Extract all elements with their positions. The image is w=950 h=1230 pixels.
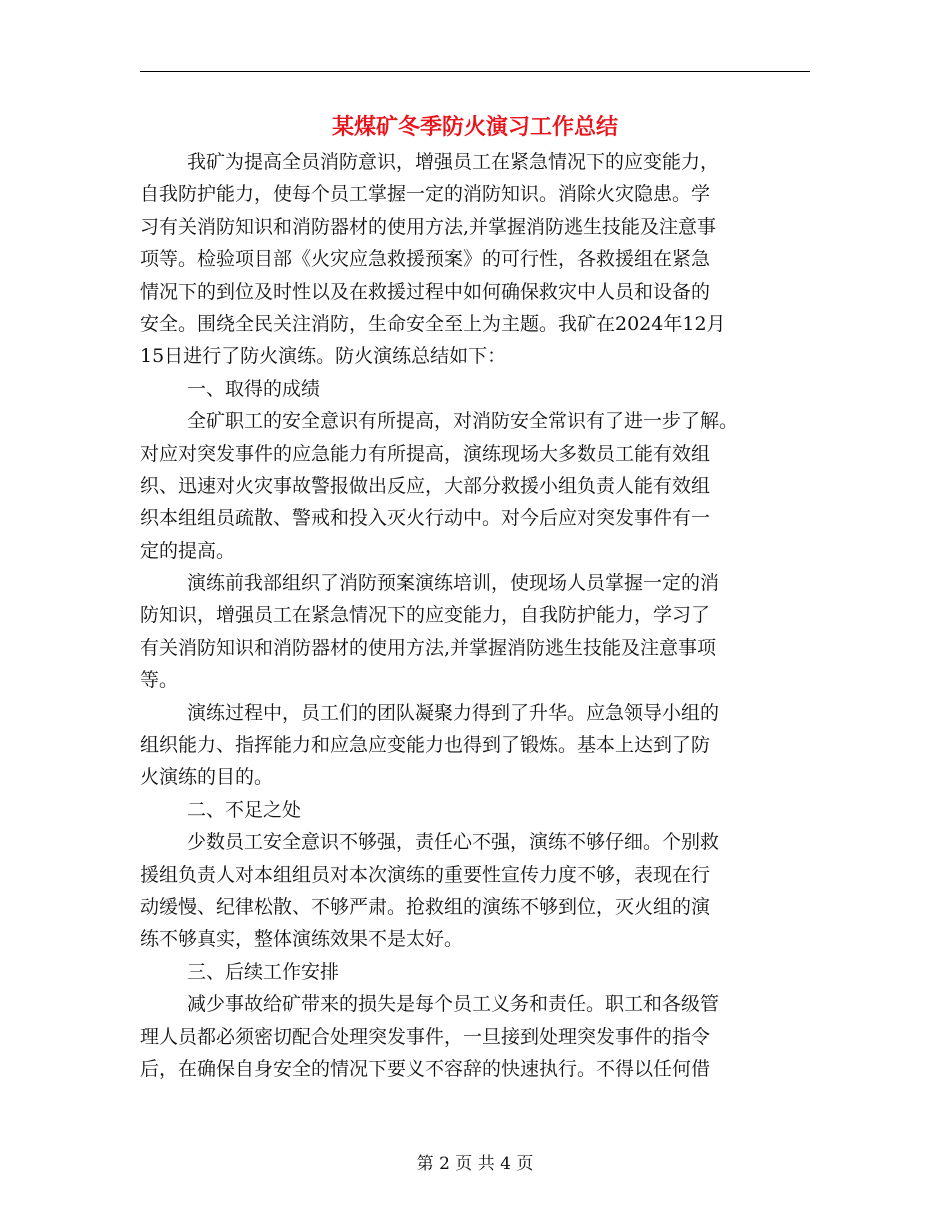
paragraph-intro [140,146,810,373]
text-line: 后，在确保自身安全的情况下要义不容辞的快速执行。不得以任何借 [140,1057,711,1080]
section-heading-follow-up [140,956,810,988]
section-heading-shortcomings [140,794,810,826]
text-line: 火演练的目的。 [140,766,274,789]
text-line: 演练过程中，员工们的团队凝聚力得到了升华。应急领导小组的 [187,701,720,724]
page-number: 第 2 页 共 4 页 [416,1154,534,1174]
text-line: 定的提高。 [140,539,236,562]
header-rule [140,71,810,72]
text-line: 自我防护能力，使每个员工掌握一定的消防知识。消除火灾隐患。学 [140,183,711,206]
paragraph-achievements-2 [140,567,810,697]
text-line: 安全。围绕全民关注消防，生命安全至上为主题。我矿在2024年12月 [140,312,726,335]
text-line: 全矿职工的安全意识有所提高，对消防安全常识有了进一步了解。 [187,410,739,433]
text-line: 织、迅速对火灾事故警报做出反应，大部分救援小组负责人能有效组 [140,474,711,497]
text-line: 练不够真实，整体演练效果不是太好。 [140,928,464,951]
paragraph-follow-up [140,988,810,1085]
section-heading: 三、后续工作安排 [187,960,340,983]
document-body [140,146,810,1085]
document-title: 某煤矿冬季防火演习工作总结 [331,114,618,140]
text-line: 习有关消防知识和消防器材的使用方法,并掌握消防逃生技能及注意事 [140,215,717,238]
text-line: 织本组组员疏散、警戒和投入灭火行动中。对今后应对突发事件有一 [140,507,711,530]
text-line: 理人员都必须密切配合处理突发事件，一旦接到处理突发事件的指令 [140,1025,711,1048]
section-heading: 一、取得的成绩 [187,377,321,400]
text-line: 援组负责人对本组组员对本次演练的重要性宣传力度不够，表现在行 [140,863,711,886]
section-heading: 二、不足之处 [187,798,302,821]
text-line: 对应对突发事件的应急能力有所提高，演练现场大多数员工能有效组 [140,442,711,465]
text-line: 有关消防知识和消防器材的使用方法,并掌握消防逃生技能及注意事项 [140,636,717,659]
paragraph-achievements-3 [140,697,810,794]
text-line: 项等。检验项目部《火灾应急救援预案》的可行性，各救援组在紧急 [140,248,711,271]
text-line: 动缓慢、纪律松散、不够严肃。抢救组的演练不够到位，灭火组的演 [140,895,711,918]
text-line: 组织能力、指挥能力和应急应变能力也得到了锻炼。基本上达到了防 [140,734,711,757]
text-line: 情况下的到位及时性以及在救援过程中如何确保救灾中人员和设备的 [140,280,711,303]
paragraph-shortcomings [140,826,810,956]
text-line: 减少事故给矿带来的损失是每个员工义务和责任。职工和各级管 [187,993,720,1016]
text-line: 15日进行了防火演练。防火演练总结如下： [140,345,507,368]
text-line: 防知识，增强员工在紧急情况下的应变能力，自我防护能力，学习了 [140,604,711,627]
section-heading-achievements [140,373,810,405]
paragraph-achievements-1 [140,405,810,567]
text-line: 我矿为提高全员消防意识，增强员工在紧急情况下的应变能力， [187,151,720,173]
text-line: 等。 [140,669,179,692]
text-line: 少数员工安全意识不够强，责任心不强，演练不够仔细。个别救 [187,831,720,854]
text-line: 演练前我部组织了消防预案演练培训，使现场人员掌握一定的消 [187,572,720,595]
